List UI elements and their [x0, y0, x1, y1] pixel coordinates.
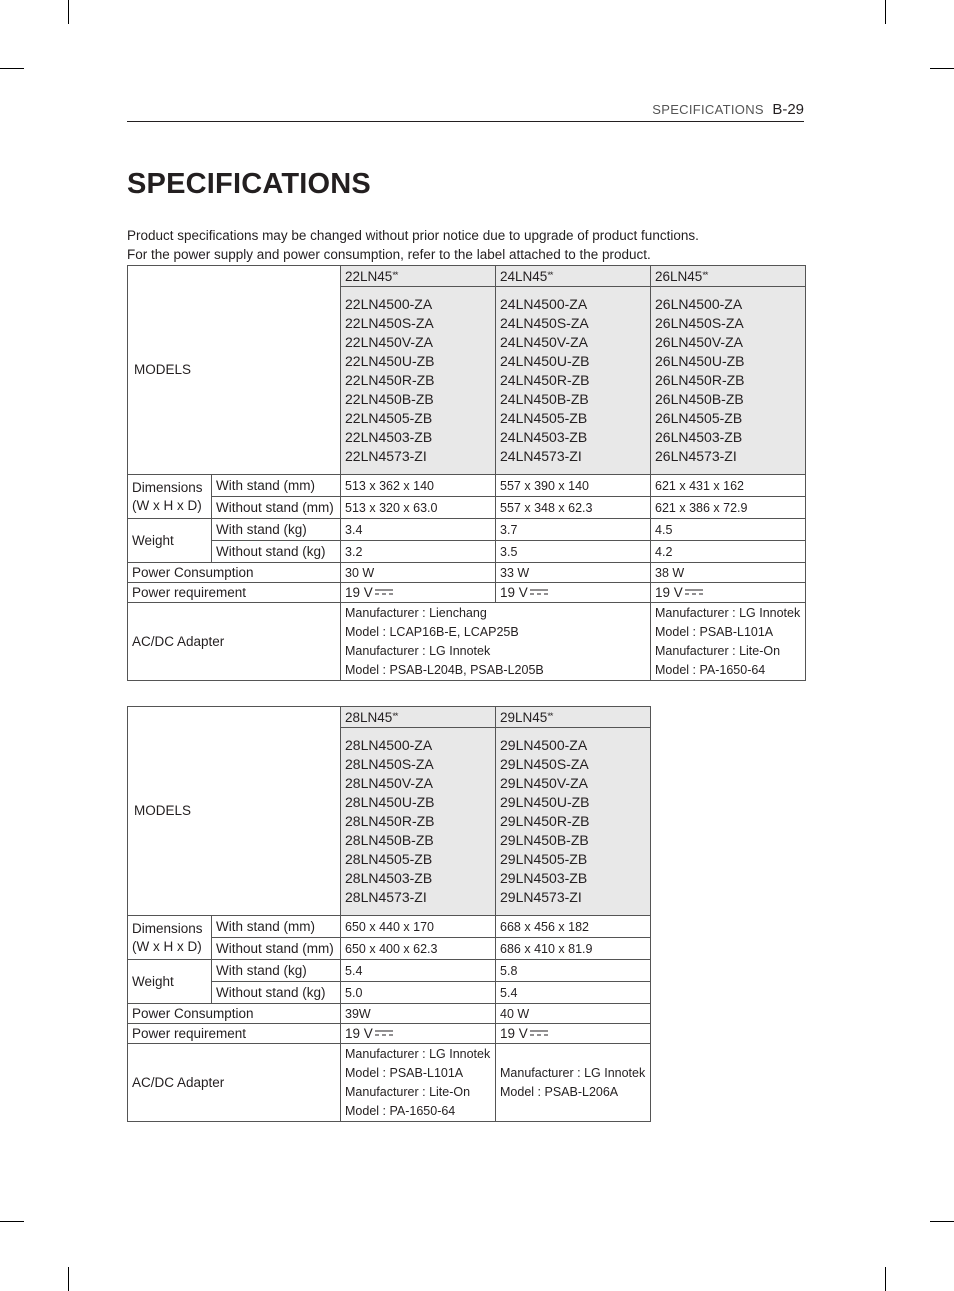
dim-value: 557 x 348 x 62.3 — [496, 497, 651, 519]
with-stand-kg-label: With stand (kg) — [212, 519, 341, 541]
weight-value: 3.7 — [496, 519, 651, 541]
power-requirement-value: 19 V — [651, 583, 806, 603]
intro-text — [127, 226, 827, 264]
dc-symbol-icon — [530, 1029, 548, 1037]
series-header: 24LN45** — [496, 266, 651, 287]
weight-value: 5.0 — [341, 982, 496, 1004]
adapter-label: AC/DC Adapter — [128, 1044, 341, 1122]
weight-value: 4.2 — [651, 541, 806, 563]
weight-value: 5.4 — [341, 960, 496, 982]
weight-value: 4.5 — [651, 519, 806, 541]
intro-line: Product specifications may be changed without prior notice due to upgrade of product functions. — [127, 228, 699, 243]
dim-value: 621 x 386 x 72.9 — [651, 497, 806, 519]
power-consumption-value: 39W — [341, 1004, 496, 1024]
power-requirement-value: 19 V — [341, 583, 496, 603]
model-list: 24LN4500-ZA 24LN450S-ZA 24LN450V-ZA 24LN450U-ZB 24LN450R-ZB 24LN450B-ZB 24LN4505-ZB 24LN4503-ZB 24LN4573-ZI — [496, 287, 651, 475]
dim-value: 686 x 410 x 81.9 — [496, 938, 651, 960]
weight-value: 5.8 — [496, 960, 651, 982]
weight-value: 3.4 — [341, 519, 496, 541]
power-consumption-value: 30 W — [341, 563, 496, 583]
header-section: SPECIFICATIONS — [652, 102, 764, 117]
adapter-value: Manufacturer : LG Innotek Model : PSAB-L206A — [496, 1044, 651, 1122]
crop-mark — [930, 68, 954, 69]
spec-table-2 — [127, 706, 651, 1122]
dim-value: 668 x 456 x 182 — [496, 916, 651, 938]
series-header: 29LN45** — [496, 707, 651, 728]
crop-mark — [68, 0, 69, 24]
weight-value: 3.5 — [496, 541, 651, 563]
dim-value: 621 x 431 x 162 — [651, 475, 806, 497]
power-consumption-value: 33 W — [496, 563, 651, 583]
adapter-value: Manufacturer : LG Innotek Model : PSAB-L101A Manufacturer : Lite-On Model : PA-1650-64 — [651, 603, 806, 681]
dim-value: 650 x 400 x 62.3 — [341, 938, 496, 960]
models-label: MODELS — [128, 707, 341, 916]
with-stand-mm-label: With stand (mm) — [212, 916, 341, 938]
spec-table-1 — [127, 265, 806, 681]
dc-symbol-icon — [530, 588, 548, 596]
crop-mark — [930, 1221, 954, 1222]
running-header — [127, 101, 804, 122]
series-header: 22LN45** — [341, 266, 496, 287]
without-stand-mm-label: Without stand (mm) — [212, 497, 341, 519]
model-list: 26LN4500-ZA 26LN450S-ZA 26LN450V-ZA 26LN450U-ZB 26LN450R-ZB 26LN450B-ZB 26LN4505-ZB 26LN4503-ZB 26LN4573-ZI — [651, 287, 806, 475]
crop-mark — [0, 68, 24, 69]
dimensions-label: Dimensions (W x H x D) — [128, 916, 212, 960]
weight-value: 5.4 — [496, 982, 651, 1004]
power-requirement-value: 19 V — [341, 1024, 496, 1044]
dc-symbol-icon — [375, 588, 393, 596]
series-header: 26LN45** — [651, 266, 806, 287]
dim-value: 650 x 440 x 170 — [341, 916, 496, 938]
dim-value: 513 x 362 x 140 — [341, 475, 496, 497]
intro-line: For the power supply and power consumption, refer to the label attached to the product. — [127, 247, 651, 262]
crop-mark — [68, 1267, 69, 1291]
without-stand-kg-label: Without stand (kg) — [212, 982, 341, 1004]
model-list: 29LN4500-ZA 29LN450S-ZA 29LN450V-ZA 29LN450U-ZB 29LN450R-ZB 29LN450B-ZB 29LN4505-ZB 29LN4503-ZB 29LN4573-ZI — [496, 728, 651, 916]
adapter-value: Manufacturer : Lienchang Model : LCAP16B-E, LCAP25B Manufacturer : LG Innotek Model : PSAB-L204B, PSAB-L205B — [341, 603, 651, 681]
power-requirement-value: 19 V — [496, 1024, 651, 1044]
page-title: SPECIFICATIONS — [127, 168, 371, 200]
series-header: 28LN45** — [341, 707, 496, 728]
crop-mark — [0, 1221, 24, 1222]
without-stand-kg-label: Without stand (kg) — [212, 541, 341, 563]
models-label: MODELS — [128, 266, 341, 475]
power-consumption-value: 40 W — [496, 1004, 651, 1024]
dc-symbol-icon — [375, 1029, 393, 1037]
crop-mark — [885, 0, 886, 24]
with-stand-mm-label: With stand (mm) — [212, 475, 341, 497]
power-requirement-label: Power requirement — [128, 1024, 341, 1044]
power-consumption-label: Power Consumption — [128, 1004, 341, 1024]
weight-value: 3.2 — [341, 541, 496, 563]
weight-label: Weight — [128, 519, 212, 563]
adapter-label: AC/DC Adapter — [128, 603, 341, 681]
page-number: B-29 — [772, 101, 804, 118]
power-consumption-value: 38 W — [651, 563, 806, 583]
weight-label: Weight — [128, 960, 212, 1004]
with-stand-kg-label: With stand (kg) — [212, 960, 341, 982]
power-requirement-label: Power requirement — [128, 583, 341, 603]
crop-mark — [885, 1267, 886, 1291]
dc-symbol-icon — [685, 588, 703, 596]
without-stand-mm-label: Without stand (mm) — [212, 938, 341, 960]
power-consumption-label: Power Consumption — [128, 563, 341, 583]
power-requirement-value: 19 V — [496, 583, 651, 603]
dimensions-label: Dimensions (W x H x D) — [128, 475, 212, 519]
dim-value: 513 x 320 x 63.0 — [341, 497, 496, 519]
dim-value: 557 x 390 x 140 — [496, 475, 651, 497]
model-list: 28LN4500-ZA 28LN450S-ZA 28LN450V-ZA 28LN450U-ZB 28LN450R-ZB 28LN450B-ZB 28LN4505-ZB 28LN4503-ZB 28LN4573-ZI — [341, 728, 496, 916]
adapter-value: Manufacturer : LG Innotek Model : PSAB-L101A Manufacturer : Lite-On Model : PA-1650-64 — [341, 1044, 496, 1122]
model-list: 22LN4500-ZA 22LN450S-ZA 22LN450V-ZA 22LN450U-ZB 22LN450R-ZB 22LN450B-ZB 22LN4505-ZB 22LN4503-ZB 22LN4573-ZI — [341, 287, 496, 475]
